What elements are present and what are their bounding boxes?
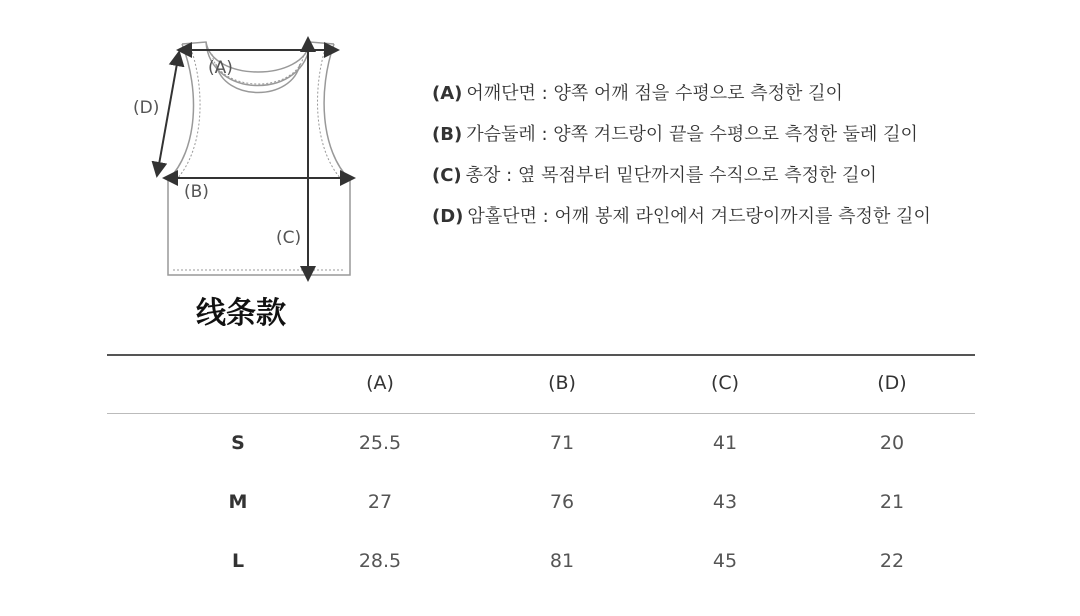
legend-key: (D) [432,206,464,227]
cell-value: 22 [879,550,905,572]
header-b: (B) [548,372,576,394]
cell-value: 25.5 [358,432,402,454]
cell-value: 71 [549,432,575,454]
legend-text: 총장 : 옆 목점부터 밑단까지를 수직으로 측정한 길이 [465,165,877,186]
label-c: (C) [276,228,302,248]
legend-key: (A) [432,83,463,104]
table-header-rule [107,413,975,414]
legend-text: 암홀단면 : 어깨 봉제 라인에서 겨드랑이까지를 측정한 길이 [467,206,931,227]
header-d: (D) [877,372,907,394]
cell-value: 20 [879,432,905,454]
table-top-rule [107,354,975,356]
header-c: (C) [710,372,740,394]
cell-value: 27 [367,491,393,513]
cell-value: 28.5 [358,550,402,572]
label-b: (B) [184,182,209,202]
legend-text: 어깨단면 : 양쪽 어깨 점을 수평으로 측정한 길이 [466,83,843,104]
legend-item-c [432,162,931,203]
legend-item-b [432,121,931,162]
measurement-diagram [120,30,380,290]
label-d: (D) [133,98,160,118]
cell-value: 81 [549,550,575,572]
legend-item-a [432,80,931,121]
legend-item-d [432,203,931,244]
cell-value: 41 [712,432,738,454]
cell-value: 76 [549,491,575,513]
row-size-label: L [231,550,245,572]
legend-text: 가슴둘레 : 양쪽 겨드랑이 끝을 수평으로 측정한 둘레 길이 [466,124,918,145]
measure-lines [158,44,348,274]
legend-key: (C) [432,165,462,186]
measurement-legend [432,80,931,244]
row-size-label: M [228,491,248,513]
diagram-caption: 线条款 [196,296,286,331]
crop-top-illustration [120,30,380,290]
row-size-label: S [231,432,245,454]
cell-value: 21 [879,491,905,513]
cell-value: 45 [712,550,738,572]
header-a: (A) [366,372,394,394]
garment-outline [168,42,350,275]
cell-value: 43 [712,491,738,513]
label-a: (A) [208,58,233,78]
legend-key: (B) [432,124,463,145]
